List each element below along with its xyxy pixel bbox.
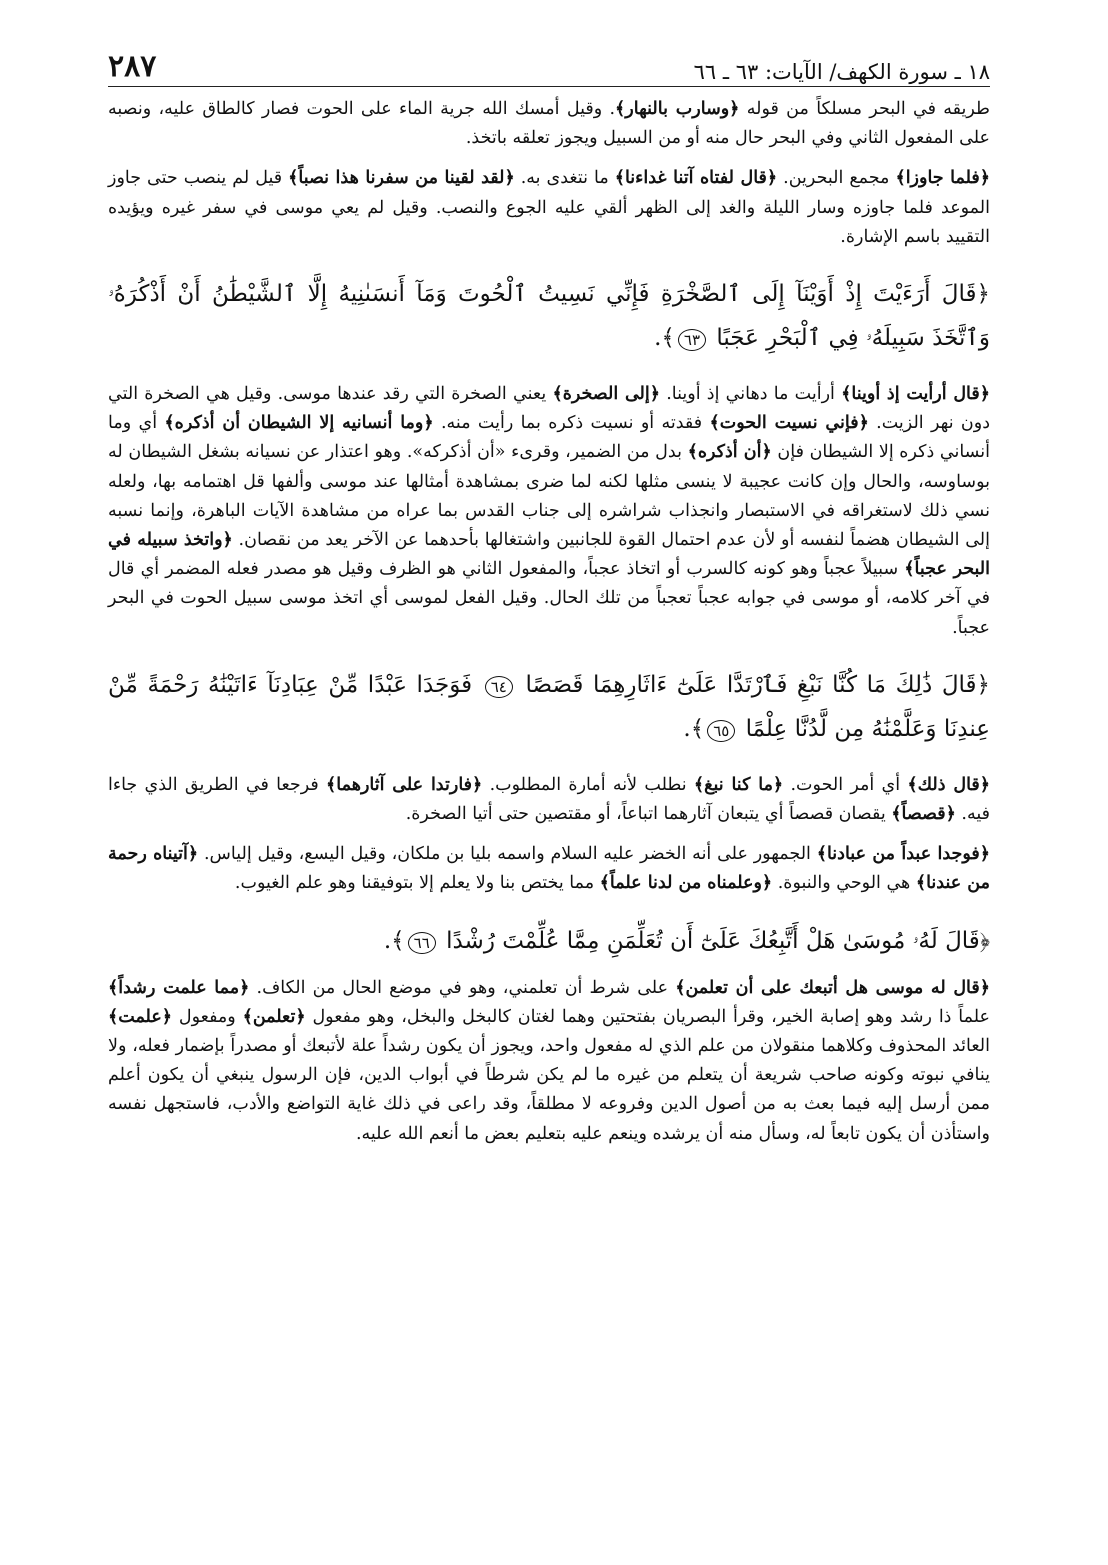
quran-quote: ﴿إلى الصخرة﴾ [552, 384, 660, 405]
quran-verse-66: ﴿قَالَ لَهُۥ مُوسَىٰ هَلْ أَتَّبِعُكَ عَلَىٰٓ أَن تُعَلِّمَنِ مِمَّا عُلِّمْتَ رُشْدًا ٦٦﴾. [383, 927, 990, 954]
quran-quote: ﴿قصصاً﴾ [891, 804, 956, 825]
quran-quote: ﴿فإني نسيت الحوت﴾ [709, 413, 869, 434]
quran-quote: ﴿فوجدا عبداً من عبادنا﴾ [816, 844, 990, 865]
quran-verse-63: ﴿قَالَ أَرَءَيْتَ إِذْ أَوَيْنَآ إِلَى ٱلصَّخْرَةِ فَإِنِّي نَسِيتُ ٱلْحُوتَ وَمَآ أَنسَىٰنِيهُ إِلَّا ٱلشَّيْطَٰنُ أَنْ أَذْكُرَهُۥ وَٱتَّخَذَ سَبِيلَهُۥ فِي ٱلْبَحْرِ عَجَبًا ٦٣﴾. [108, 281, 990, 352]
commentary-paragraph: ﴿فوجدا عبداً من عبادنا﴾ الجمهور على أنه الخضر عليه السلام واسمه بليا بن ملكان، وقيل اليسع، وقيل إلياس. ﴿آتيناه رحمة من عندنا﴾ هي الوحي والنبوة. ﴿وعلمناه من لدنا علماً﴾ مما يختص بنا ولا يعلم إلا بتوفيقنا وهو علم الغيوب. [108, 844, 990, 894]
quran-quote: ﴿واتخذ سبيله في البحر عجباً﴾ [108, 530, 991, 580]
quran-quote: ﴿لقد لقينا من سفرنا هذا نصباً﴾ [288, 168, 515, 189]
quran-quote: ﴿ما كنا نبغ﴾ [693, 774, 784, 795]
verse-number-marker: ٦٥ [707, 720, 735, 742]
commentary-paragraph: ﴿قال له موسى هل أتبعك على أن تعلمن﴾ على شرط أن تعلمني، وهو في موضع الحال من الكاف. ﴿مما علمت رشداً﴾ علماً ذا رشد وهو إصابة الخير، وقرأ البصريان بفتحتين وهما لغتان كالبخل والبخل، وهو مفعول ﴿تعلمن﴾ ومفعول ﴿علمت﴾ العائد المحذوف وكلاهما منقولان من علم الذي له مفعول واحد، ويجوز أن يكون رشداً علة لأتبعك أو مصدراً بإضمار فعله، ولا ينافي نبوته وكونه صاحب شريعة أن يتعلم من غيره ما لم يكن شرطاً في أبواب الدين، فإن الرسول ينبغي أن يكون أعلم ممن أرسل إليه فيما بعث به من أصول الدين وفروعه لا مطلقاً، وقد راعى في ذلك غاية التواضع والأدب، فاستجهل نفسه واستأذن أن يكون تابعاً له، وسأل منه أن يرشده وينعم عليه بتعليم بعض ما أنعم الله عليه. [108, 977, 990, 1144]
commentary-paragraph: طريقه في البحر مسلكاً من قوله ﴿وسارب بالنهار﴾. وقيل أمسك الله جرية الماء على الحوت فصار كالطاق عليه، ونصبه على المفعول الثاني وفي البحر حال منه أو من السبيل ويجوز تعلقه باتخذ. [108, 99, 990, 149]
commentary-paragraph: ﴿فلما جاوزا﴾ مجمع البحرين. ﴿قال لفتاه آتنا غداءنا﴾ ما نتغدى به. ﴿لقد لقينا من سفرنا هذا نصباً﴾ قيل لم ينصب حتى جاوز الموعد فلما جاوزه وسار الليلة والغد إلى الظهر ألقي عليه الجوع والنصب. وقيل لم يعي موسى في سفر غيره ويؤيده التقييد باسم الإشارة. [108, 168, 990, 247]
verse-number-marker: ٦٦ [408, 932, 436, 954]
page-content [108, 95, 990, 1149]
quran-quote: ﴿وما أنسانيه إلا الشيطان أن أذكره﴾ [164, 413, 434, 434]
page-number: ٢٨٧ [108, 49, 157, 84]
quran-quote: ﴿قال ذلك﴾ [907, 774, 991, 795]
verse-number-marker: ٦٤ [485, 676, 513, 698]
quran-verses-64-65: ﴿قَالَ ذَٰلِكَ مَا كُنَّا نَبْغِ فَٱرْتَدَّا عَلَىٰٓ ءَاثَارِهِمَا قَصَصًا ٦٤ فَوَجَدَا عَبْدًا مِّنْ عِبَادِنَآ ءَاتَيْنَٰهُ رَحْمَةً مِّنْ عِندِنَا وَعَلَّمْنَٰهُ مِن لَّدُنَّا عِلْمًا ٦٥﴾. [108, 671, 991, 742]
quran-quote: ﴿قال أرأيت إذ أوينا﴾ [841, 384, 991, 405]
quran-quote: ﴿تعلمن﴾ [242, 1006, 306, 1027]
quran-quote: ﴿فلما جاوزا﴾ [895, 168, 990, 189]
verse-number-marker: ٦٣ [678, 329, 706, 351]
quran-quote: ﴿وعلمناه من لدنا علماً﴾ [599, 873, 773, 894]
quran-quote: ﴿فارتدا على آثارهما﴾ [326, 774, 483, 795]
page-header [108, 44, 990, 87]
page [108, 44, 990, 1149]
quran-quote: ﴿علمت﴾ [108, 1006, 173, 1027]
surah-heading: ١٨ ـ سورة الكهف/ الآيات: ٦٣ ـ ٦٦ [693, 60, 990, 84]
quran-quote: ﴿وسارب بالنهار﴾ [615, 99, 740, 119]
commentary-paragraph: ﴿قال ذلك﴾ أي أمر الحوت. ﴿ما كنا نبغ﴾ نطلب لأنه أمارة المطلوب. ﴿فارتدا على آثارهما﴾ فرجعا في الطريق الذي جاءا فيه. ﴿قصصاً﴾ يقصان قصصاً أي يتبعان آثارهما اتباعاً، أو مقتصين حتى أتيا الصخرة. [108, 774, 991, 825]
quran-quote: ﴿قال لفتاه آتنا غداءنا﴾ [614, 168, 778, 189]
quran-quote: ﴿آتيناه رحمة من عندنا﴾ [108, 844, 990, 894]
quran-quote: ﴿مما علمت رشداً﴾ [108, 977, 250, 998]
quran-quote: ﴿أن أذكره﴾ [687, 442, 772, 463]
commentary-paragraph: ﴿قال أرأيت إذ أوينا﴾ أرأيت ما دهاني إذ أوينا. ﴿إلى الصخرة﴾ يعني الصخرة التي رقد عندها موسى. وقيل هي الصخرة التي دون نهر الزيت. ﴿فإني نسيت الحوت﴾ فقدته أو نسيت ذكره بما رأيت منه. ﴿وما أنسانيه إلا الشيطان أن أذكره﴾ أي وما أنساني ذكره إلا الشيطان فإن ﴿أن أذكره﴾ بدل من الضمير، وقرىء «أن أذكركه». وهو اعتذار عن نسيانه بشغل الشيطان له بوساوسه، والحال وإن كانت عجيبة لا ينسى مثلها لكنه لما ضرى بمشاهدة أمثالها عند موسى وألفها قل اهتمامه بها، ولعله نسي ذلك لاستغراقه في الاستبصار وانجذاب شراشره إلى جناب القدس بما عراه من مشاهدة الآيات الباهرة، وإنما نسبه إلى الشيطان هضماً لنفسه أو لأن عدم احتمال القوة للجانبين واشتغالها بأحدهما عن الآخر يعد من نقصان. ﴿واتخذ سبيله في البحر عجباً﴾ سبيلاً عجباً وهو كونه كالسرب أو اتخاذ عجباً، والمفعول الثاني هو الظرف وقيل هو مصدر فعله المضمر أي قال في آخر كلامه، أو موسى في جوابه عجباً تعجباً من تلك الحال. وقيل الفعل لموسى أي اتخذ موسى سبيل الحوت في البحر عجباً. [108, 384, 991, 638]
quran-quote: ﴿قال له موسى هل أتبعك على أن تعلمن﴾ [675, 977, 990, 998]
